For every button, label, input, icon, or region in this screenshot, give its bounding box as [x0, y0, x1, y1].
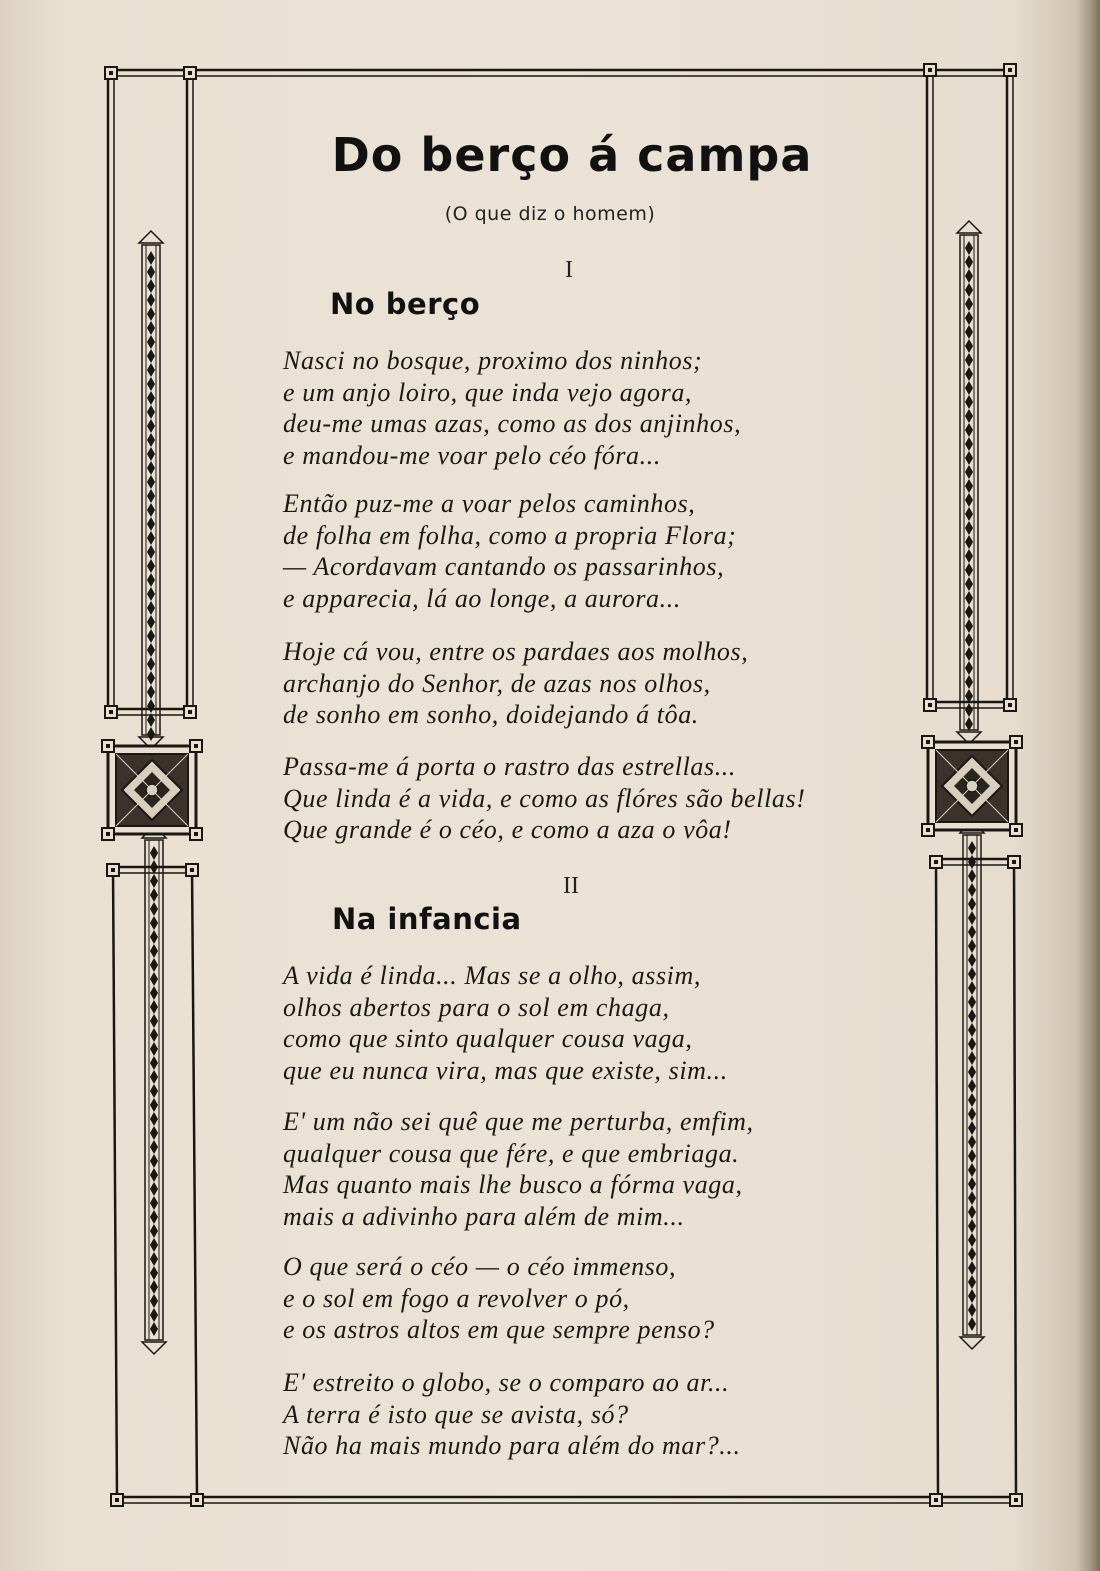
diamond-ornament: [147, 531, 155, 545]
diamond-ornament: [965, 423, 973, 437]
diamond-ornament: [968, 995, 976, 1009]
diamond-ornament: [965, 507, 973, 521]
stanza: [283, 636, 748, 731]
corner-node-dot: [926, 740, 930, 744]
diamond-ornament: [965, 437, 973, 451]
section-title: Na infancia: [332, 902, 522, 936]
diamond-ornament: [150, 930, 158, 944]
diamond-ornament: [965, 535, 973, 549]
diamond-ornament: [150, 1252, 158, 1266]
border-rule: [1014, 865, 1016, 1503]
verse-line: E' um não sei quê que me perturba, emfim,: [283, 1107, 754, 1136]
corner-node-dot: [106, 832, 110, 836]
stanza: [283, 488, 736, 614]
diamond-ornament: [150, 986, 158, 1000]
diamond-ornament: [150, 972, 158, 986]
diamond-ornament: [147, 601, 155, 615]
border-rule: [936, 865, 938, 1503]
verse-line: e mandou-me voar pelo céo fóra...: [283, 440, 661, 470]
diamond-ornament: [968, 1079, 976, 1093]
diamond-ornament: [147, 419, 155, 433]
diamond-ornament: [150, 1322, 158, 1336]
diamond-ornament: [968, 1093, 976, 1107]
diamond-ornament: [150, 916, 158, 930]
diamond-ornament: [965, 367, 973, 381]
corner-node-dot: [188, 71, 192, 75]
diamond-ornament: [150, 902, 158, 916]
diamond-ornament: [968, 1275, 976, 1289]
diamond-ornament: [968, 1065, 976, 1079]
diamond-ornament: [968, 925, 976, 939]
diamond-ornament: [147, 405, 155, 419]
diamond-ornament: [965, 241, 973, 255]
diamond-ornament: [965, 703, 973, 717]
stanza: [283, 960, 728, 1086]
diamond-ornament: [965, 661, 973, 675]
diamond-ornament: [968, 883, 976, 897]
verse-line: Hoje cá vou, entre os pardaes aos molhos,: [283, 637, 749, 666]
diamond-ornament: [968, 1037, 976, 1051]
diamond-ornament: [965, 563, 973, 577]
diamond-ornament: [968, 1009, 976, 1023]
corner-node-dot: [926, 828, 930, 832]
diamond-ornament: [965, 395, 973, 409]
verse-line: E' estreito o globo, se o comparo ao ar...: [283, 1368, 730, 1397]
diamond-ornament: [150, 1042, 158, 1056]
diamond-ornament: [968, 1121, 976, 1135]
diamond-ornament: [965, 283, 973, 297]
diamond-ornament: [150, 1168, 158, 1182]
diamond-ornament: [150, 1196, 158, 1210]
diamond-ornament: [147, 433, 155, 447]
corner-node-dot: [1014, 740, 1018, 744]
diamond-ornament: [965, 717, 973, 731]
diamond-ornament: [147, 307, 155, 321]
verse-line: que eu nunca vira, mas que existe, sim...: [283, 1055, 728, 1085]
diamond-ornament: [147, 475, 155, 489]
diamond-ornament: [968, 1247, 976, 1261]
diamond-ornament: [147, 587, 155, 601]
diamond-ornament: [965, 381, 973, 395]
diamond-ornament: [150, 1112, 158, 1126]
corner-node-dot: [115, 1498, 119, 1502]
diamond-ornament: [965, 325, 973, 339]
diamond-ornament: [968, 1317, 976, 1331]
verse-line: qualquer cousa que fére, e que embriaga.: [283, 1138, 740, 1168]
verse-line: Então puz-me a voar pelos caminhos,: [283, 489, 696, 518]
diamond-ornament: [965, 255, 973, 269]
diamond-ornament: [147, 391, 155, 405]
diamond-ornament: [968, 939, 976, 953]
diamond-ornament: [150, 1056, 158, 1070]
diamond-ornament: [150, 888, 158, 902]
diamond-ornament: [965, 297, 973, 311]
finial-ornament: [139, 231, 163, 243]
diamond-ornament: [965, 521, 973, 535]
diamond-ornament: [965, 269, 973, 283]
verse-line: — Acordavam cantando os passarinhos,: [283, 552, 725, 581]
corner-node-dot: [109, 71, 113, 75]
corner-node-dot: [111, 868, 115, 872]
diamond-ornament: [965, 493, 973, 507]
diamond-ornament: [147, 545, 155, 559]
stanza: [283, 1106, 754, 1232]
diamond-ornament: [147, 573, 155, 587]
verse-line: Que grande é o céo, e como a aza o vôa!: [283, 815, 732, 844]
verse-line: como que sinto qualquer cousa vaga,: [283, 1024, 693, 1053]
diamond-ornament: [147, 559, 155, 573]
diamond-ornament: [150, 1028, 158, 1042]
border-rule: [113, 873, 117, 1503]
corner-node-dot: [194, 832, 198, 836]
diamond-ornament: [965, 619, 973, 633]
diamond-ornament: [147, 699, 155, 713]
diamond-ornament: [147, 251, 155, 265]
section-title: No berço: [330, 287, 481, 321]
diamond-ornament: [150, 1126, 158, 1140]
diamond-ornament: [150, 1210, 158, 1224]
verse-line: e os astros altos em que sempre penso?: [283, 1315, 715, 1344]
diamond-ornament: [968, 1205, 976, 1219]
diamond-ornament: [965, 647, 973, 661]
diamond-ornament: [965, 451, 973, 465]
diamond-ornament: [968, 897, 976, 911]
corner-node-dot: [1012, 860, 1016, 864]
corner-node-dot: [195, 1498, 199, 1502]
diamond-ornament: [968, 1107, 976, 1121]
section-numeral: I: [565, 257, 573, 283]
finial-ornament: [960, 1337, 984, 1349]
diamond-ornament: [150, 1000, 158, 1014]
corner-node-dot: [106, 744, 110, 748]
diamond-ornament: [150, 860, 158, 874]
diamond-ornament: [147, 685, 155, 699]
diamond-ornament: [968, 1233, 976, 1247]
finial-ornament: [142, 1342, 166, 1354]
diamond-ornament: [147, 629, 155, 643]
diamond-ornament: [968, 1163, 976, 1177]
corner-node-dot: [1014, 828, 1018, 832]
diamond-ornament: [147, 293, 155, 307]
diamond-ornament: [968, 911, 976, 925]
diamond-ornament: [150, 1140, 158, 1154]
corner-node-dot: [1014, 1498, 1018, 1502]
diamond-ornament: [968, 1023, 976, 1037]
diamond-ornament: [965, 591, 973, 605]
verse-line: archanjo do Senhor, de azas nos olhos,: [283, 668, 711, 698]
stanza: [283, 1251, 715, 1346]
diamond-ornament: [147, 489, 155, 503]
diamond-ornament: [150, 1224, 158, 1238]
diamond-ornament: [968, 1177, 976, 1191]
diamond-ornament: [147, 447, 155, 461]
diamond-ornament: [147, 503, 155, 517]
diamond-ornament: [150, 1238, 158, 1252]
diamond-ornament: [150, 1294, 158, 1308]
diamond-ornament: [968, 1149, 976, 1163]
verse-line: mais a adivinho para além de mim...: [283, 1201, 685, 1231]
verse-line: e apparecia, lá ao longe, a aurora...: [283, 583, 681, 613]
diamond-ornament: [150, 1308, 158, 1322]
corner-node-dot: [928, 703, 932, 707]
diamond-ornament: [147, 335, 155, 349]
diamond-ornament: [968, 981, 976, 995]
diamond-ornament: [968, 841, 976, 855]
stanza: [283, 345, 741, 471]
corner-node-dot: [109, 710, 113, 714]
diamond-ornament: [147, 615, 155, 629]
diamond-ornament: [150, 846, 158, 860]
diamond-ornament: [968, 1191, 976, 1205]
corner-node-dot: [190, 868, 194, 872]
diamond-ornament: [965, 633, 973, 647]
verse-line: A vida é linda... Mas se a olho, assim,: [283, 961, 701, 990]
diamond-ornament: [150, 1182, 158, 1196]
verse-line: olhos abertos para o sol em chaga,: [283, 992, 670, 1022]
corner-node-dot: [934, 860, 938, 864]
diamond-ornament: [150, 1014, 158, 1028]
diamond-ornament: [150, 1084, 158, 1098]
diamond-ornament: [965, 479, 973, 493]
diamond-ornament: [150, 1280, 158, 1294]
border-rule: [192, 873, 197, 1503]
corner-node-dot: [1008, 68, 1012, 72]
diamond-ornament: [147, 657, 155, 671]
diamond-ornament: [147, 517, 155, 531]
verse-line: A terra é isto que se avista, só?: [283, 1399, 629, 1429]
diamond-ornament: [968, 1261, 976, 1275]
diamond-ornament: [150, 1098, 158, 1112]
diamond-ornament: [150, 944, 158, 958]
diamond-ornament: [965, 605, 973, 619]
verse-line: O que será o céo — o céo immenso,: [283, 1252, 677, 1281]
diamond-ornament: [147, 377, 155, 391]
diamond-ornament: [965, 409, 973, 423]
corner-node-dot: [934, 1498, 938, 1502]
diamond-ornament: [150, 1154, 158, 1168]
diamond-ornament: [147, 265, 155, 279]
verse-line: Nasci no bosque, proximo dos ninhos;: [283, 346, 703, 375]
section-numeral: II: [563, 873, 579, 899]
verse-line: Não ha mais mundo para além do mar?...: [283, 1431, 741, 1460]
diamond-ornament: [968, 1051, 976, 1065]
poem-subtitle: (O que diz o homem): [444, 203, 656, 225]
diamond-ornament: [150, 958, 158, 972]
diamond-ornament: [147, 643, 155, 657]
corner-node-dot: [1008, 703, 1012, 707]
diamond-ornament: [968, 967, 976, 981]
diamond-ornament: [965, 577, 973, 591]
verse-line: Passa-me á porta o rastro das estrellas...: [283, 752, 737, 781]
verse-line: de sonho em sonho, doidejando á tôa.: [283, 700, 699, 729]
diamond-ornament: [965, 465, 973, 479]
corner-node-dot: [928, 68, 932, 72]
diamond-ornament: [147, 363, 155, 377]
stanza: [283, 1367, 741, 1462]
corner-node-dot: [194, 744, 198, 748]
verse-line: e o sol em fogo a revolver o pó,: [283, 1283, 630, 1313]
diamond-ornament: [965, 675, 973, 689]
verse-line: e um anjo loiro, que inda vejo agora,: [283, 377, 693, 407]
diamond-ornament: [147, 349, 155, 363]
verse-line: deu-me umas azas, como as dos anjinhos,: [283, 409, 742, 438]
diamond-ornament: [147, 279, 155, 293]
diamond-ornament: [150, 874, 158, 888]
diamond-ornament: [968, 953, 976, 967]
diamond-ornament: [147, 671, 155, 685]
verse-line: de folha em folha, como a propria Flora;: [283, 520, 737, 550]
diamond-ornament: [968, 1135, 976, 1149]
verse-line: Que linda é a vida, e como as flóres são bellas!: [283, 783, 806, 813]
verse-line: Mas quanto mais lhe busco a fórma vaga,: [283, 1170, 743, 1199]
diamond-ornament: [150, 1266, 158, 1280]
diamond-ornament: [968, 855, 976, 869]
diamond-ornament: [150, 1070, 158, 1084]
diamond-ornament: [965, 339, 973, 353]
diamond-ornament: [968, 1289, 976, 1303]
diamond-ornament: [147, 321, 155, 335]
diamond-ornament: [968, 1219, 976, 1233]
corner-node-dot: [188, 710, 192, 714]
diamond-ornament: [147, 461, 155, 475]
diamond-ornament: [965, 549, 973, 563]
diamond-ornament: [147, 727, 155, 741]
diamond-ornament: [968, 869, 976, 883]
diamond-ornament: [968, 1303, 976, 1317]
diamond-ornament: [965, 353, 973, 367]
poem-title: Do berço á campa: [331, 128, 813, 182]
diamond-ornament: [965, 311, 973, 325]
stanza: [283, 751, 805, 846]
